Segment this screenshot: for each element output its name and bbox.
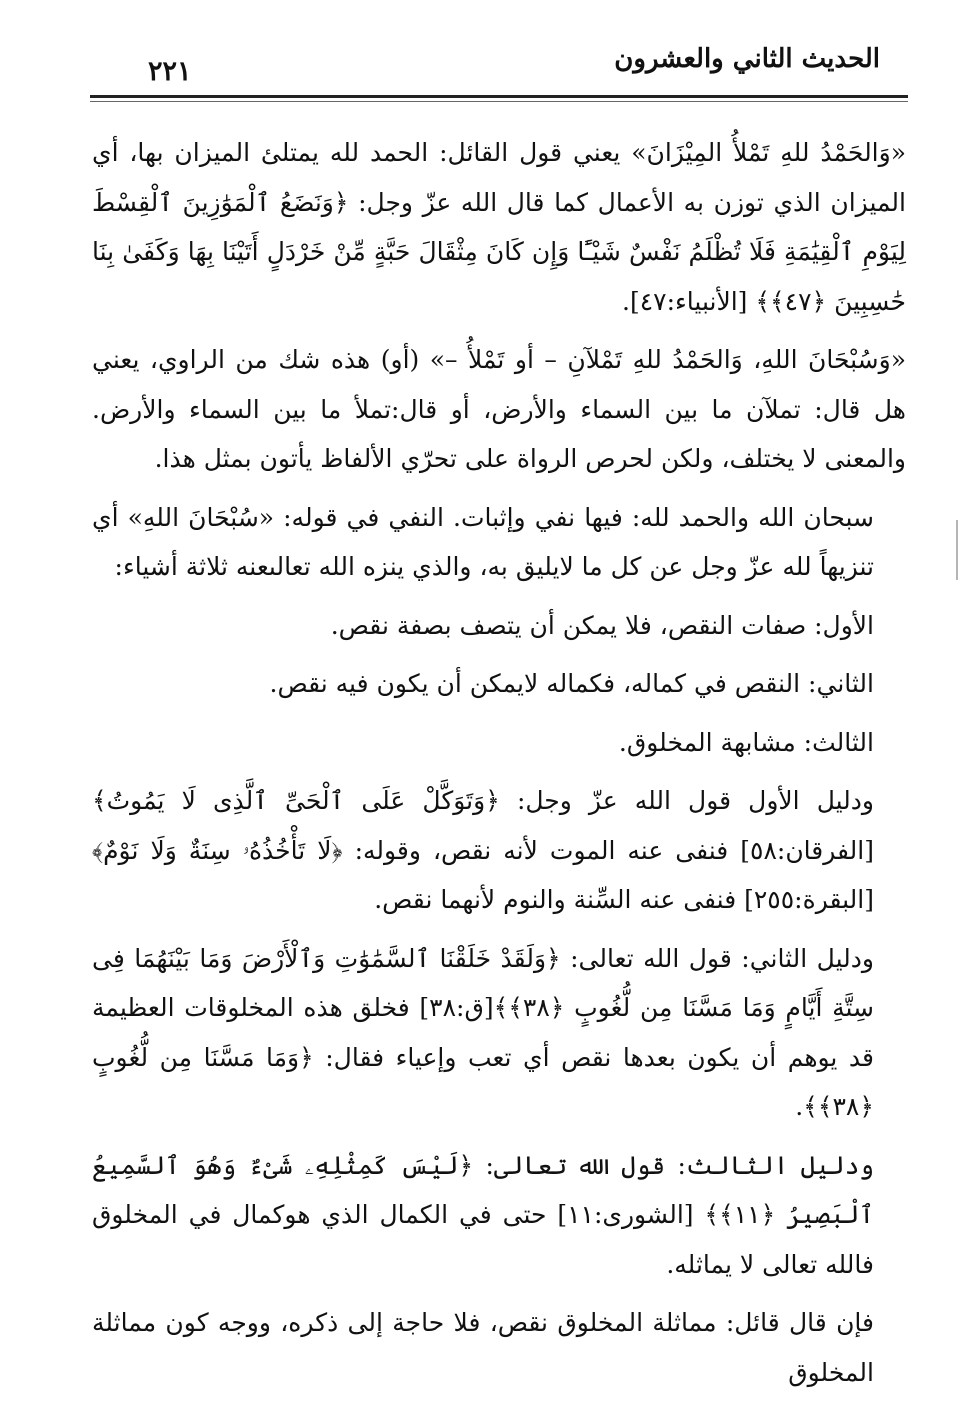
page-header: [90, 40, 908, 96]
page-number: ٢٢١: [148, 56, 192, 87]
list-item-second: الثاني: النقص في كماله، فكماله لايمكن أن يكون فيه نقص.: [269, 669, 874, 698]
binding-edge-mark: [956, 520, 958, 580]
paragraph-tahmid-mizan: «وَالحَمْدُ للهِ تَمْلأُ المِيْزَانَ» يعني قول القائل: الحمد لله يمتلئ الميزان بها، أي الميزان الذي توزن به الأعمال كما قال الله عزّ وجل: ﴿وَنَضَعُ ٱلْمَوَٰزِينَ ٱلْقِسْطَ لِيَوْمِ ٱلْقِيَٰمَةِ فَلَا تُظْلَمُ نَفْسٌ شَيْـًٔا وَإِن كَانَ مِثْقَالَ حَبَّةٍ مِّنْ خَرْدَلٍ أَتَيْنَا بِهَا وَكَفَىٰ بِنَا حَٰسِبِينَ ﴿٤٧﴾﴾ [الأنبياء:٤٧].: [92, 138, 906, 316]
body-text: [92, 128, 906, 1406]
paragraph-nafy-ithbat: سبحان الله والحمد لله: فيها نفي وإثبات. النفي في قوله: «سُبْحَانَ اللهِ» أي تنزيهاً لله عزّ وجل عن كل ما لايليق به، والذي ينزه الله تعالىعنه ثلاثة أشياء:: [92, 502, 874, 581]
list-item-first: الأول: صفات النقص، فلا يمكن أن يتصف بصفة نقص.: [330, 610, 874, 640]
paragraph-evidence-third: ودليل الثالث: قول الله تعالى: ﴿لَيْسَ كَمِثْلِهِۦ شَىْءٌ وَهُوَ ٱلسَّمِيعُ ٱلْبَصِيرُ ﴿١١﴾﴾ [الشورى:١١] حتى في الكمال الذي هوكمال في المخلوق فالله تعالى لا يماثله.: [92, 1150, 874, 1279]
list-item-third: الثالث: مشابهة المخلوق.: [618, 727, 874, 757]
paragraph-evidence-second: ودليل الثاني: قول الله تعالى: ﴿وَلَقَدْ خَلَقْنَا ٱلسَّمَٰوَٰتِ وَٱلْأَرْضَ وَمَا بَيْنَهُمَا فِى سِتَّةِ أَيَّامٍ وَمَا مَسَّنَا مِن لُّغُوبٍ ﴿٣٨﴾﴾[ق:٣٨] فخلق هذه المخلوقات العظيمة قد يوهم أن يكون بعدها نقص أي تعب وإعياء فقال: ﴿وَمَا مَسَّنَا مِن لُّغُوبٍ ﴿٣٨﴾﴾.: [92, 943, 875, 1121]
header-rule: [90, 95, 908, 98]
header-rule-thin: [90, 101, 908, 102]
running-title: الحديث الثاني والعشرون: [614, 44, 880, 74]
paragraph-objection: فإن قال قائل: مماثلة المخلوق نقص، فلا حاجة إلى ذكره، ووجه كون مماثلة المخلوق: [92, 1308, 874, 1387]
paragraph-evidence-first: ودليل الأول قول الله عزّ وجل: ﴿وَتَوَكَّلْ عَلَى ٱلْحَىِّ ٱلَّذِى لَا يَمُوتُ﴾[الفرقان:٥٨] فنفى عنه الموت لأنه نقص، وقوله: ﴿لَا تَأْخُذُهُۥ سِنَةٌ وَلَا نَوْمٌ﴾[البقرة:٢٥٥] فنفى عنه السِّنة والنوم لأنهما نقص.: [92, 786, 874, 914]
paragraph-subhanallah-tamlaan: «وَسُبْحَانَ اللهِ، وَالحَمْدُ للهِ تَمْلآنِ – أو تَمْلأُ –» (أو) هذه شك من الراوي، يعني هل قال: تملآن ما بين السماء والأرض، أو قال:تملأ ما بين السماء والأرض. والمعنى لا يختلف، ولكن لحرص الرواة على تحرّي الألفاظ يأتون بمثل هذا.: [92, 345, 906, 473]
